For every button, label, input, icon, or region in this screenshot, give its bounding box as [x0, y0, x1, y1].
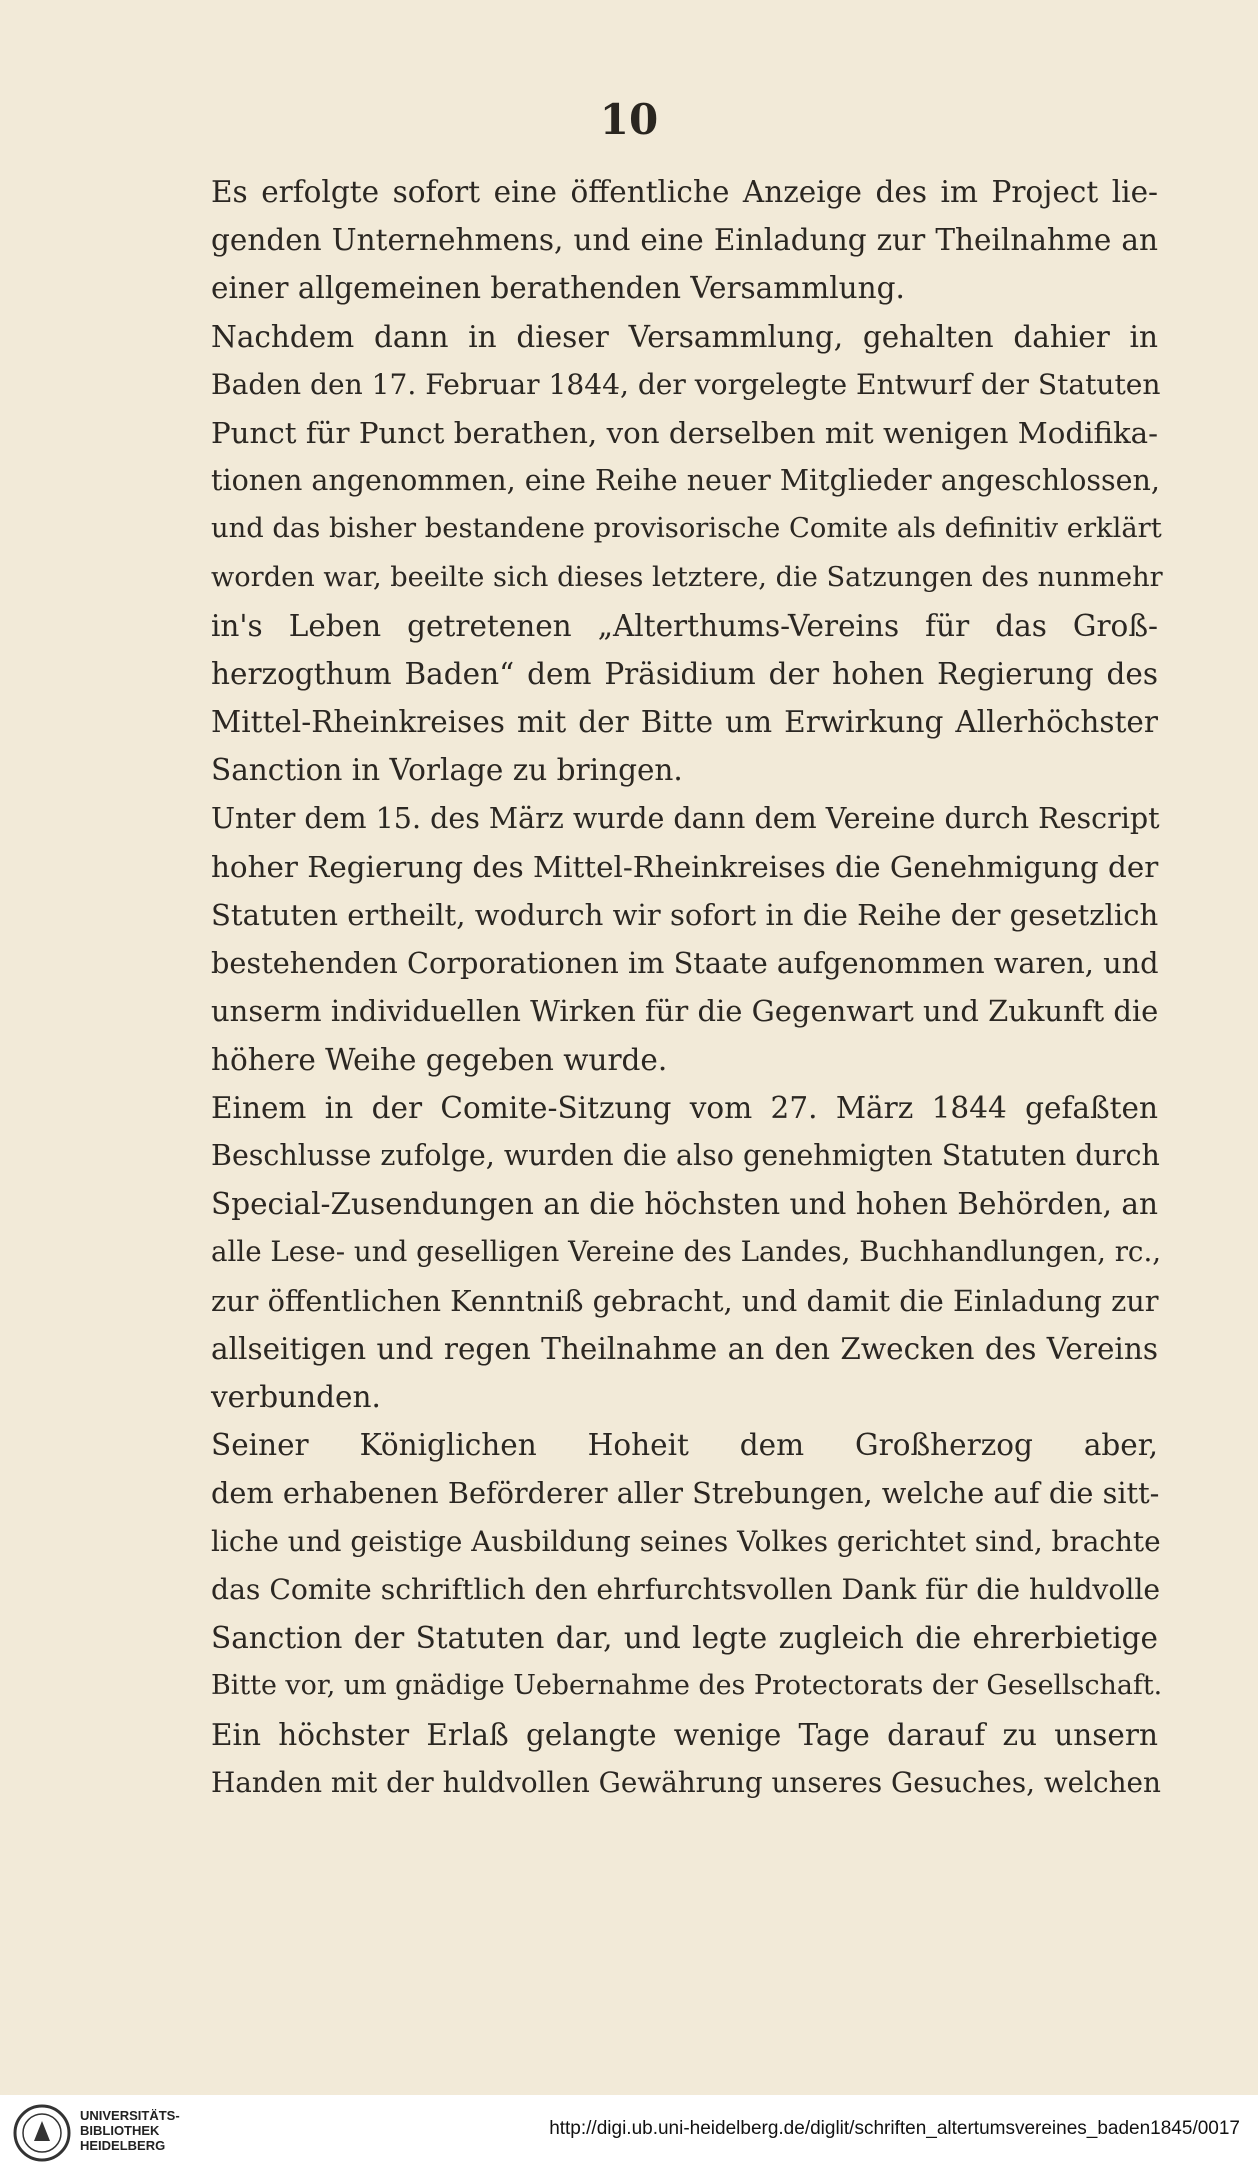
text-line: alle Lese- und geselligen Vereine des Landes, Buchhandlungen, rc.,: [211, 1235, 1162, 1269]
text-line: Mittel-Rheinkreises mit der Bitte um Erwirkung Allerhöchster: [211, 705, 1158, 740]
paragraph: [153, 1084, 1162, 1421]
text-line: Special-Zusendungen an die höchsten und hohen Behörden, an: [211, 1187, 1158, 1222]
text-line: Ein höchster Erlaß gelangte wenige Tage darauf zu unsern: [211, 1717, 1158, 1752]
text-line: Baden den 17. Februar 1844, der vorgelegte Entwurf der Statuten: [211, 367, 1161, 401]
paragraph: [153, 795, 1158, 1084]
text-line: einer allgemeinen berathenden Versammlung.: [211, 271, 905, 306]
text-line: Bitte vor, um gnädige Uebernahme des Protectorats der Gesellschaft.: [211, 1670, 1163, 1702]
text-line: tionen angenommen, eine Reihe neuer Mitglieder angeschlossen,: [211, 464, 1160, 498]
text-line: in's Leben getretenen „Alterthums-Vereins für das Groß-: [211, 608, 1158, 643]
text-line: hoher Regierung des Mittel-Rheinkreises die Genehmigung der: [211, 849, 1159, 884]
text-line: höhere Weihe gegeben wurde.: [211, 1042, 668, 1077]
text-line: worden war, beeilte sich dieses letztere, die Satzungen des nunmehr: [211, 561, 1163, 593]
text-line: zur öffentlichen Kenntniß gebracht, und damit die Einladung zur: [211, 1283, 1159, 1318]
text-line: Nachdem dann in dieser Versammlung, gehalten dahier in: [211, 319, 1158, 354]
paragraph: [153, 1421, 1163, 1710]
source-url[interactable]: http://digi.ub.uni-heidelberg.de/diglit/schriften_altertumsvereines_baden1845/0017: [549, 2118, 1240, 2139]
text-line: liche und geistige Ausbildung seines Volkes gerichtet sind, brachte: [211, 1524, 1161, 1558]
text-line: Unter dem 15. des März wurde dann dem Vereine durch Rescript: [211, 801, 1160, 835]
library-name: [80, 2108, 180, 2153]
text-line: verbunden.: [211, 1380, 381, 1415]
paragraph: [153, 1711, 1161, 1807]
library-seal-icon: [12, 2103, 72, 2163]
paragraph: [153, 313, 1163, 795]
text-line: Sanction in Vorlage zu bringen.: [211, 753, 683, 788]
text-line: allseitigen und regen Theilnahme an den Zwecken des Vereins: [211, 1331, 1158, 1366]
text-line: Sanction der Statuten dar, und legte zugleich die ehrerbietige: [211, 1621, 1158, 1656]
text-line: dem erhabenen Beförderer aller Strebungen, welche auf die sitt-: [211, 1476, 1160, 1511]
text-line: bestehenden Corporationen im Staate aufgenommen waren, und: [211, 946, 1159, 981]
text-line: herzogthum Baden“ dem Präsidium der hohen Regierung des: [211, 657, 1158, 692]
text-line: Statuten ertheilt, wodurch wir sofort in die Reihe der gesetzlich: [211, 898, 1159, 933]
text-line: Punct für Punct berathen, von derselben mit wenigen Modifika-: [211, 416, 1158, 451]
text-line: Einem in der Comite-Sitzung vom 27. März 1844 gefaßten: [211, 1090, 1158, 1125]
text-line: Seiner Königlichen Hoheit dem Großherzog aber,: [211, 1428, 1158, 1463]
text-line: Es erfolgte sofort eine öffentliche Anzeige des im Project lie-: [211, 175, 1158, 209]
text-line: und das bisher bestandene provisorische Comite als definitiv erklärt: [211, 513, 1162, 545]
text-line: Handen mit der huldvollen Gewährung unseres Gesuches, welchen: [211, 1765, 1161, 1799]
text-line: genden Unternehmens, und eine Einladung zur Theilnahme an: [211, 223, 1158, 258]
page-number: 10: [599, 95, 659, 144]
text-line: das Comite schriftlich den ehrfurchtsvollen Dank für die huldvolle: [211, 1572, 1161, 1606]
body-text: [153, 168, 1163, 1807]
library-name-line: HEIDELBERG: [80, 2138, 166, 2153]
text-line: Beschlusse zufolge, wurden die also genehmigten Statuten durch: [211, 1139, 1160, 1173]
library-name-line: UNIVERSITÄTS-: [80, 2108, 180, 2123]
text-line: unserm individuellen Wirken für die Gegenwart und Zukunft die: [211, 994, 1159, 1029]
library-name-line: BIBLIOTHEK: [80, 2123, 160, 2138]
paragraph: [153, 168, 1158, 313]
